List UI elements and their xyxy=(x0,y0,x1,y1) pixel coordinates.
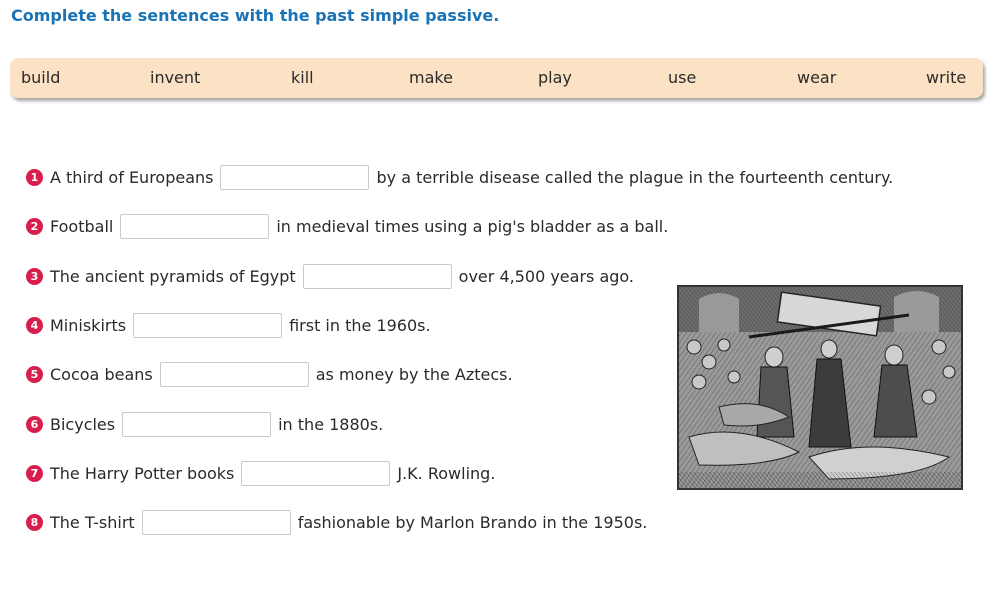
question-2 xyxy=(26,213,668,239)
word-invent[interactable]: invent xyxy=(150,68,201,87)
word-make[interactable]: make xyxy=(409,68,453,87)
question-text-after: by a terrible disease called the plague in the fourteenth century. xyxy=(376,167,894,187)
answer-input-8[interactable] xyxy=(142,510,291,535)
word-build[interactable]: build xyxy=(21,68,61,87)
question-text-before: Cocoa beans xyxy=(50,364,153,384)
question-number-badge: 7 xyxy=(26,465,43,482)
question-text-after: first in the 1960s. xyxy=(289,315,431,335)
answer-input-3[interactable] xyxy=(303,264,452,289)
answer-input-2[interactable] xyxy=(120,214,269,239)
question-text-before: Football xyxy=(50,216,114,236)
answer-input-5[interactable] xyxy=(160,362,309,387)
question-number-badge: 1 xyxy=(26,169,43,186)
question-1 xyxy=(26,164,893,190)
question-number-badge: 6 xyxy=(26,416,43,433)
word-use[interactable]: use xyxy=(668,68,697,87)
question-6 xyxy=(26,411,383,437)
word-play[interactable]: play xyxy=(538,68,572,87)
answer-input-7[interactable] xyxy=(241,461,390,486)
question-8 xyxy=(26,509,647,535)
question-number-badge: 2 xyxy=(26,218,43,235)
question-number-badge: 3 xyxy=(26,268,43,285)
question-text-before: The T-shirt xyxy=(50,512,135,532)
question-7 xyxy=(26,460,495,486)
question-text-before: The ancient pyramids of Egypt xyxy=(50,266,296,286)
question-text-after: fashionable by Marlon Brando in the 1950s. xyxy=(297,512,648,532)
word-bank xyxy=(10,58,983,98)
word-kill[interactable]: kill xyxy=(291,68,314,87)
question-text-after: J.K. Rowling. xyxy=(397,463,496,483)
question-5 xyxy=(26,361,513,387)
question-text-before: Bicycles xyxy=(50,414,116,434)
question-number-badge: 4 xyxy=(26,317,43,334)
answer-input-4[interactable] xyxy=(133,313,282,338)
question-text-after: in the 1880s. xyxy=(278,414,384,434)
question-3 xyxy=(26,263,634,289)
plague-engraving-illustration xyxy=(677,285,963,490)
question-text-before: Miniskirts xyxy=(50,315,127,335)
question-text-before: A third of Europeans xyxy=(50,167,214,187)
question-4 xyxy=(26,312,431,338)
answer-input-6[interactable] xyxy=(122,412,271,437)
instruction-title: Complete the sentences with the past simple passive. xyxy=(11,6,500,25)
word-write[interactable]: write xyxy=(926,68,967,87)
question-text-after: as money by the Aztecs. xyxy=(315,364,513,384)
question-text-after: over 4,500 years ago. xyxy=(458,266,634,286)
answer-input-1[interactable] xyxy=(220,165,369,190)
question-text-before: The Harry Potter books xyxy=(50,463,235,483)
question-number-badge: 8 xyxy=(26,514,43,531)
word-wear[interactable]: wear xyxy=(797,68,837,87)
question-number-badge: 5 xyxy=(26,366,43,383)
question-text-after: in medieval times using a pig's bladder as a ball. xyxy=(276,216,669,236)
